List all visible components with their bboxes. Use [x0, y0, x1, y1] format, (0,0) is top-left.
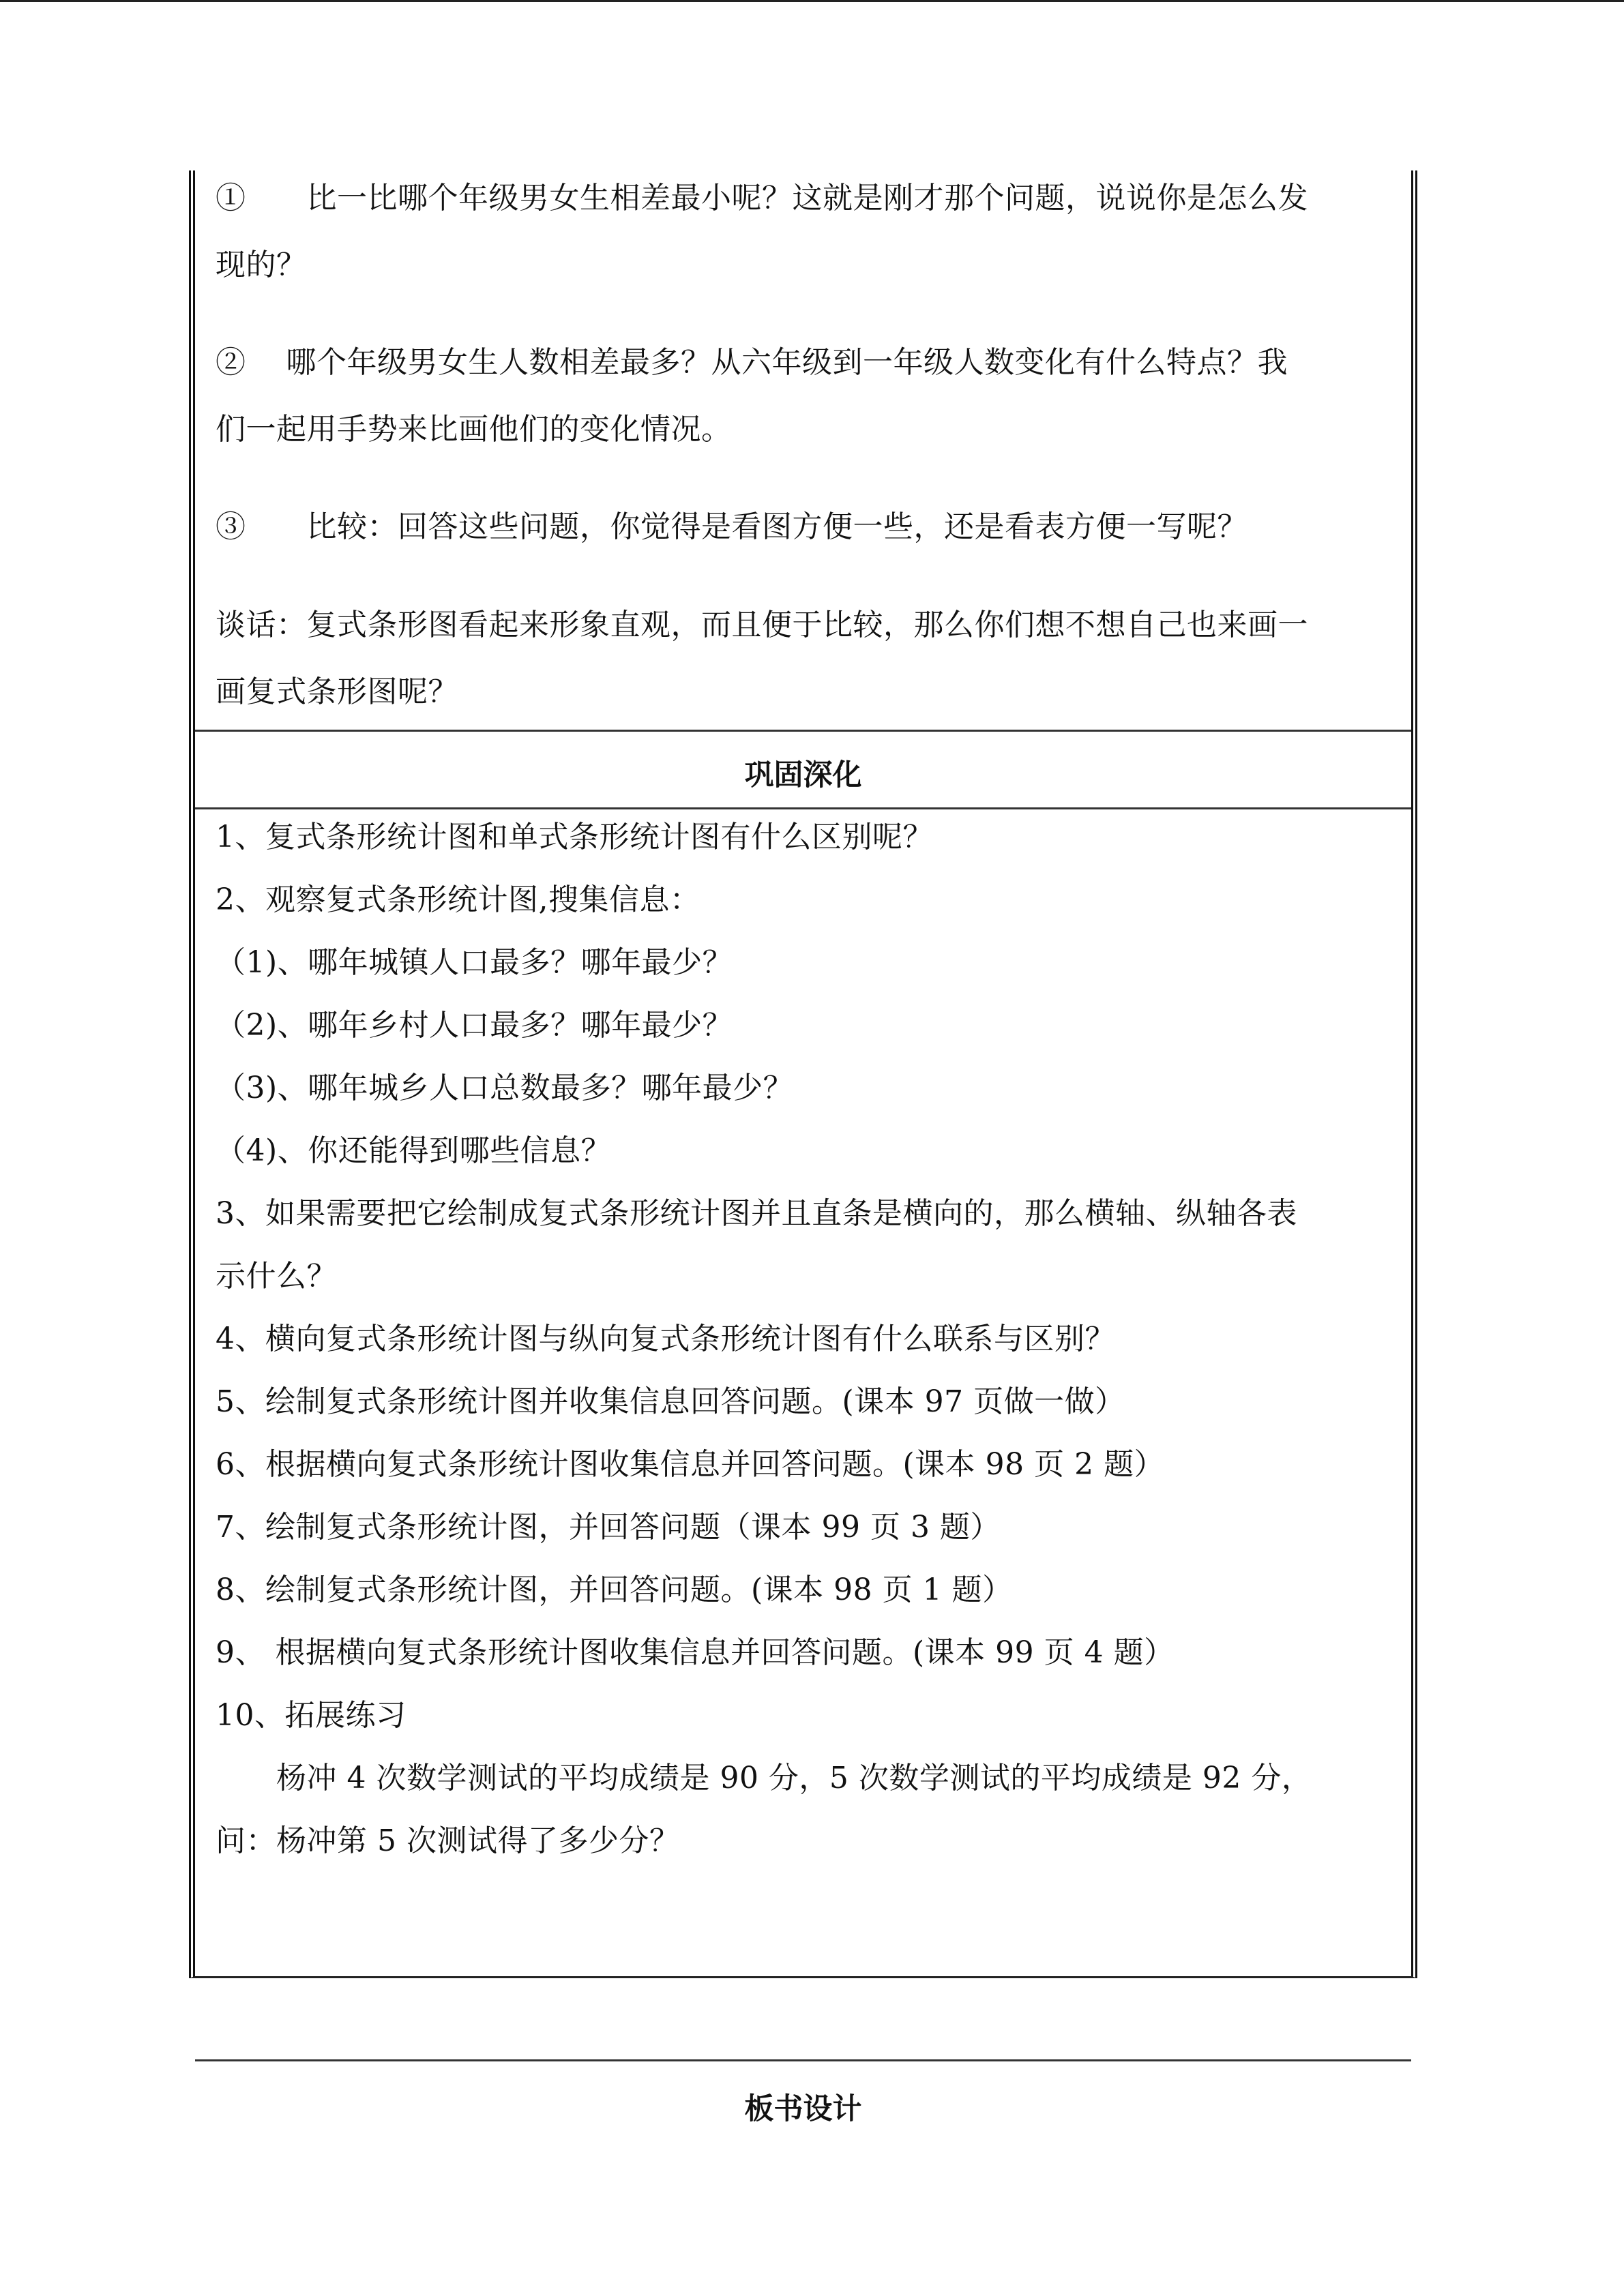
list-item: 3、如果需要把它绘制成复式条形统计图并且直条是横向的，那么横轴、纵轴各表 [216, 1196, 1297, 1231]
list-item: 1、复式条形统计图和单式条形统计图有什么区别呢？ [216, 820, 933, 854]
discussion-cell [195, 170, 1411, 732]
list-item: （1)、哪年城镇人口最多？哪年最少？ [216, 945, 733, 980]
section-title: 板书设计 [744, 2092, 862, 2126]
talk-line-2: 画复式条形图呢？ [216, 674, 458, 709]
question-1-line-2: 现的？ [216, 248, 307, 282]
question-2-line-1: ② 哪个年级男女生人数相差最多？从六年级到一年级人数变化有什么特点？我 [216, 345, 1288, 380]
exercise-list-cell [195, 809, 1411, 2061]
page-top-rule [0, 0, 1624, 2]
list-item: 7、绘制复式条形统计图，并回答问题（课本 99 页 3 题） [216, 1510, 1001, 1545]
list-item: 4、横向复式条形统计图与纵向复式条形统计图有什么联系与区别？ [216, 1322, 1115, 1356]
list-item: 10、拓展练习 [216, 1698, 407, 1733]
section-header-consolidation [195, 732, 1411, 809]
list-item: 示什么？ [216, 1259, 337, 1294]
list-item: 6、根据横向复式条形统计图收集信息并回答问题。(课本 98 页 2 题） [216, 1447, 1165, 1482]
list-item: 5、绘制复式条形统计图并收集信息回答问题。(课本 97 页做一做） [216, 1384, 1125, 1419]
list-item: 问：杨冲第 5 次测试得了多少分？ [216, 1823, 680, 1858]
list-item: 2、观察复式条形统计图,搜集信息： [216, 882, 700, 917]
question-3-line-1: ③ 比较：回答这些问题，你觉得是看图方便一些，还是看表方便一写呢？ [216, 509, 1247, 544]
section-header-board-design [195, 2061, 1411, 2147]
question-1-line-1: ① 比一比哪个年级男女生相差最小呢？这就是刚才那个问题，说说你是怎么发 [216, 181, 1308, 215]
list-item: （3)、哪年城乡人口总数最多？哪年最少？ [216, 1071, 794, 1105]
list-item: （2)、哪年乡村人口最多？哪年最少？ [216, 1008, 733, 1043]
list-item: 9、 根据横向复式条形统计图收集信息并回答问题。(课本 99 页 4 题） [216, 1635, 1175, 1670]
question-2-line-2: 们一起用手势来比画他们的变化情况。 [216, 412, 732, 447]
section-title: 巩固深化 [744, 758, 862, 792]
list-item: 8、绘制复式条形统计图，并回答问题。(课本 98 页 1 题） [216, 1572, 1013, 1607]
talk-line-1: 谈话：复式条形图看起来形象直观，而且便于比较，那么你们想不想自己也来画一 [216, 608, 1308, 642]
list-item: 杨冲 4 次数学测试的平均成绩是 90 分，5 次数学测试的平均成绩是 92 分， [216, 1761, 1312, 1795]
lesson-plan-table [189, 170, 1417, 2126]
list-item: （4)、你还能得到哪些信息？ [216, 1133, 612, 1168]
